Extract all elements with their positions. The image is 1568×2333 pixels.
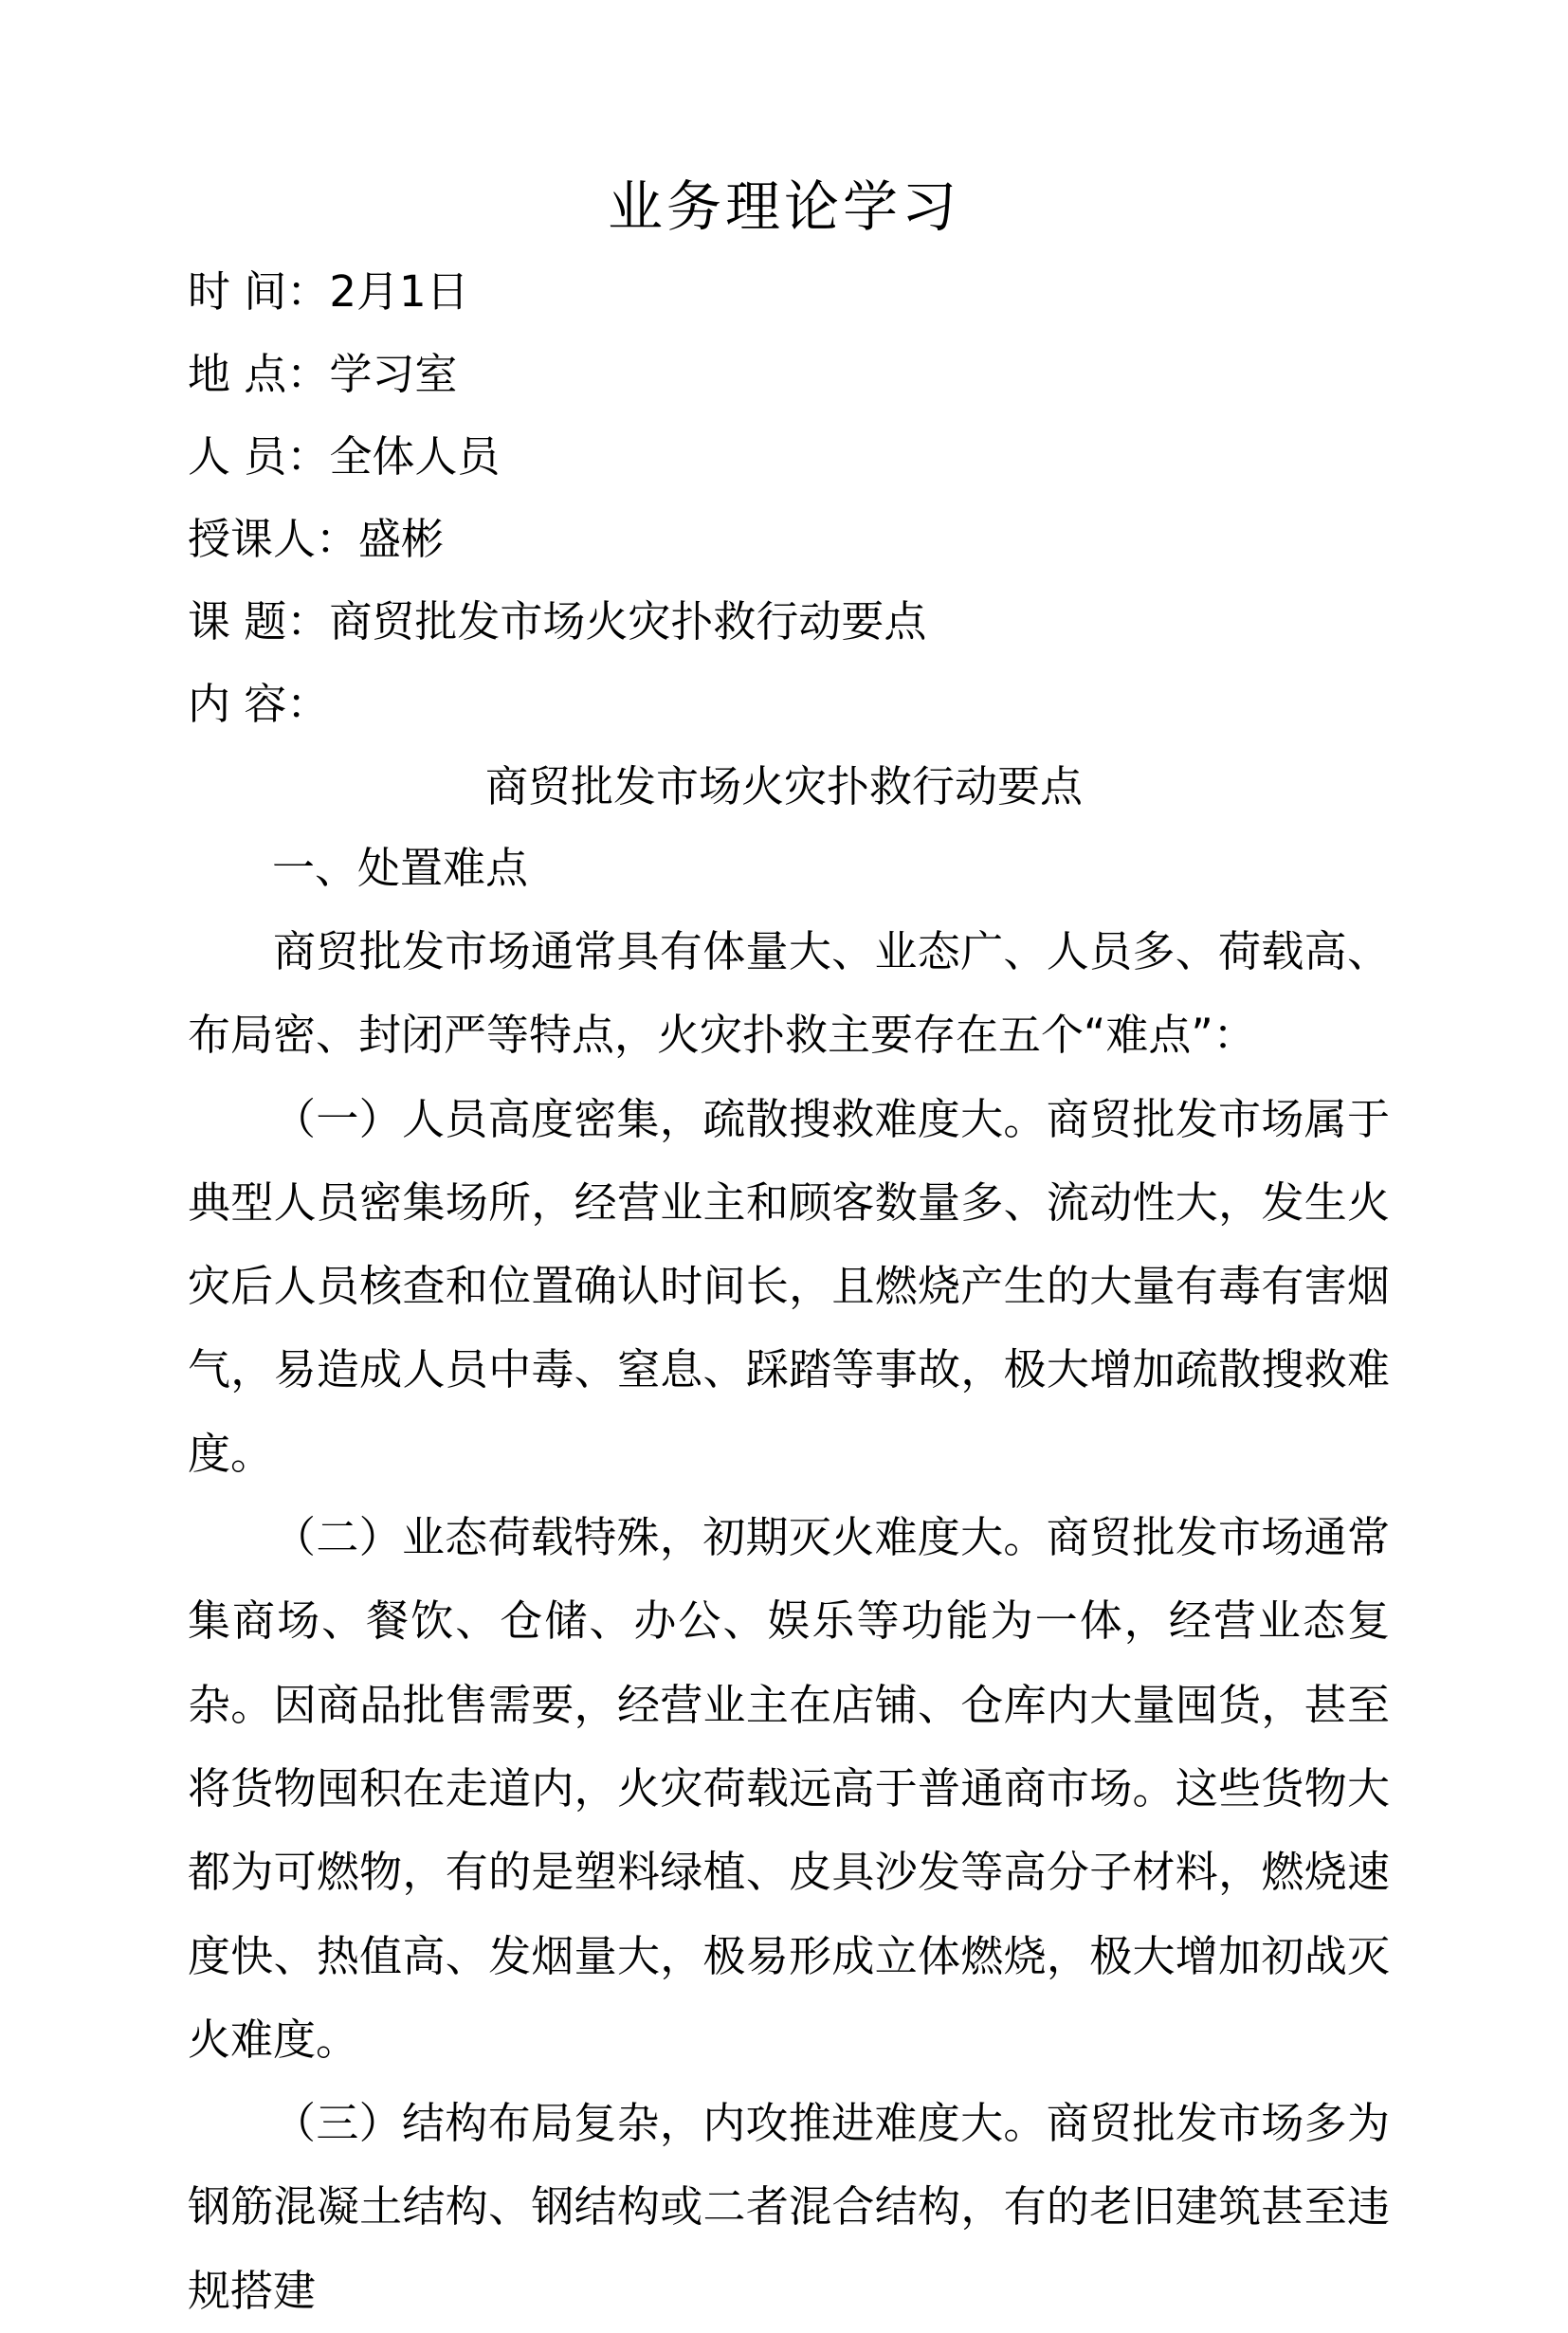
meta-lecturer — [188, 511, 444, 568]
meta-location — [188, 346, 457, 403]
document-title: 业务理论学习 — [607, 174, 960, 239]
meta-topic — [188, 593, 926, 650]
meta-value: 2月1日 — [329, 266, 469, 317]
meta-label: 时 间： — [188, 266, 330, 317]
lesson-subtitle: 商贸批发市场火灾扑救行动要点 — [484, 761, 1083, 811]
meta-value: 商贸批发市场火灾扑救行动要点 — [329, 596, 927, 647]
meta-label: 地 点： — [188, 349, 330, 399]
meta-value: 盛彬 — [358, 514, 445, 564]
meta-attendees — [188, 428, 500, 485]
paragraph: （二）业态荷载特殊，初期灭火难度大。商贸批发市场通常集商场、餐饮、仓储、办公、娱乐等功能为一体，经营业态复杂。因商品批售需要，经营业主在店铺、仓库内大量囤货，甚至将货物囤积在走道内，火灾荷载远高于普通商市场。这些货物大都为可燃物，有的是塑料绿植、皮具沙发等高分子材料，燃烧速度快、热值高、发烟量大，极易形成立体燃烧，极大增加初战灭火难度。 — [188, 1512, 1390, 2065]
meta-value: 学习室 — [329, 349, 458, 399]
meta-value: 全体人员 — [329, 431, 501, 482]
paragraph: （一）人员高度密集，疏散搜救难度大。商贸批发市场属于典型人员密集场所，经营业主和顾客数量多、流动性大，发生火灾后人员核查和位置确认时间长，且燃烧产生的大量有毒有害烟气，易造成人员中毒、窒息、踩踏等事故，极大增加疏散搜救难度。 — [188, 1093, 1390, 1479]
meta-label: 人 员： — [188, 431, 330, 482]
paragraph: 商贸批发市场通常具有体量大、业态广、人员多、荷载高、布局密、封闭严等特点，火灾扑救主要存在五个“难点”： — [188, 926, 1390, 1061]
meta-label: 授课人： — [188, 514, 359, 564]
paragraph: （三）结构布局复杂，内攻推进难度大。商贸批发市场多为钢筋混凝土结构、钢结构或二者混合结构，有的老旧建筑甚至违规搭建 — [188, 2098, 1390, 2316]
meta-time — [188, 264, 469, 320]
section-heading: 一、处置难点 — [272, 843, 529, 893]
body-text — [188, 910, 1390, 2333]
meta-label: 内 容： — [188, 679, 330, 729]
meta-content — [188, 676, 329, 733]
meta-label: 课 题： — [188, 596, 330, 647]
